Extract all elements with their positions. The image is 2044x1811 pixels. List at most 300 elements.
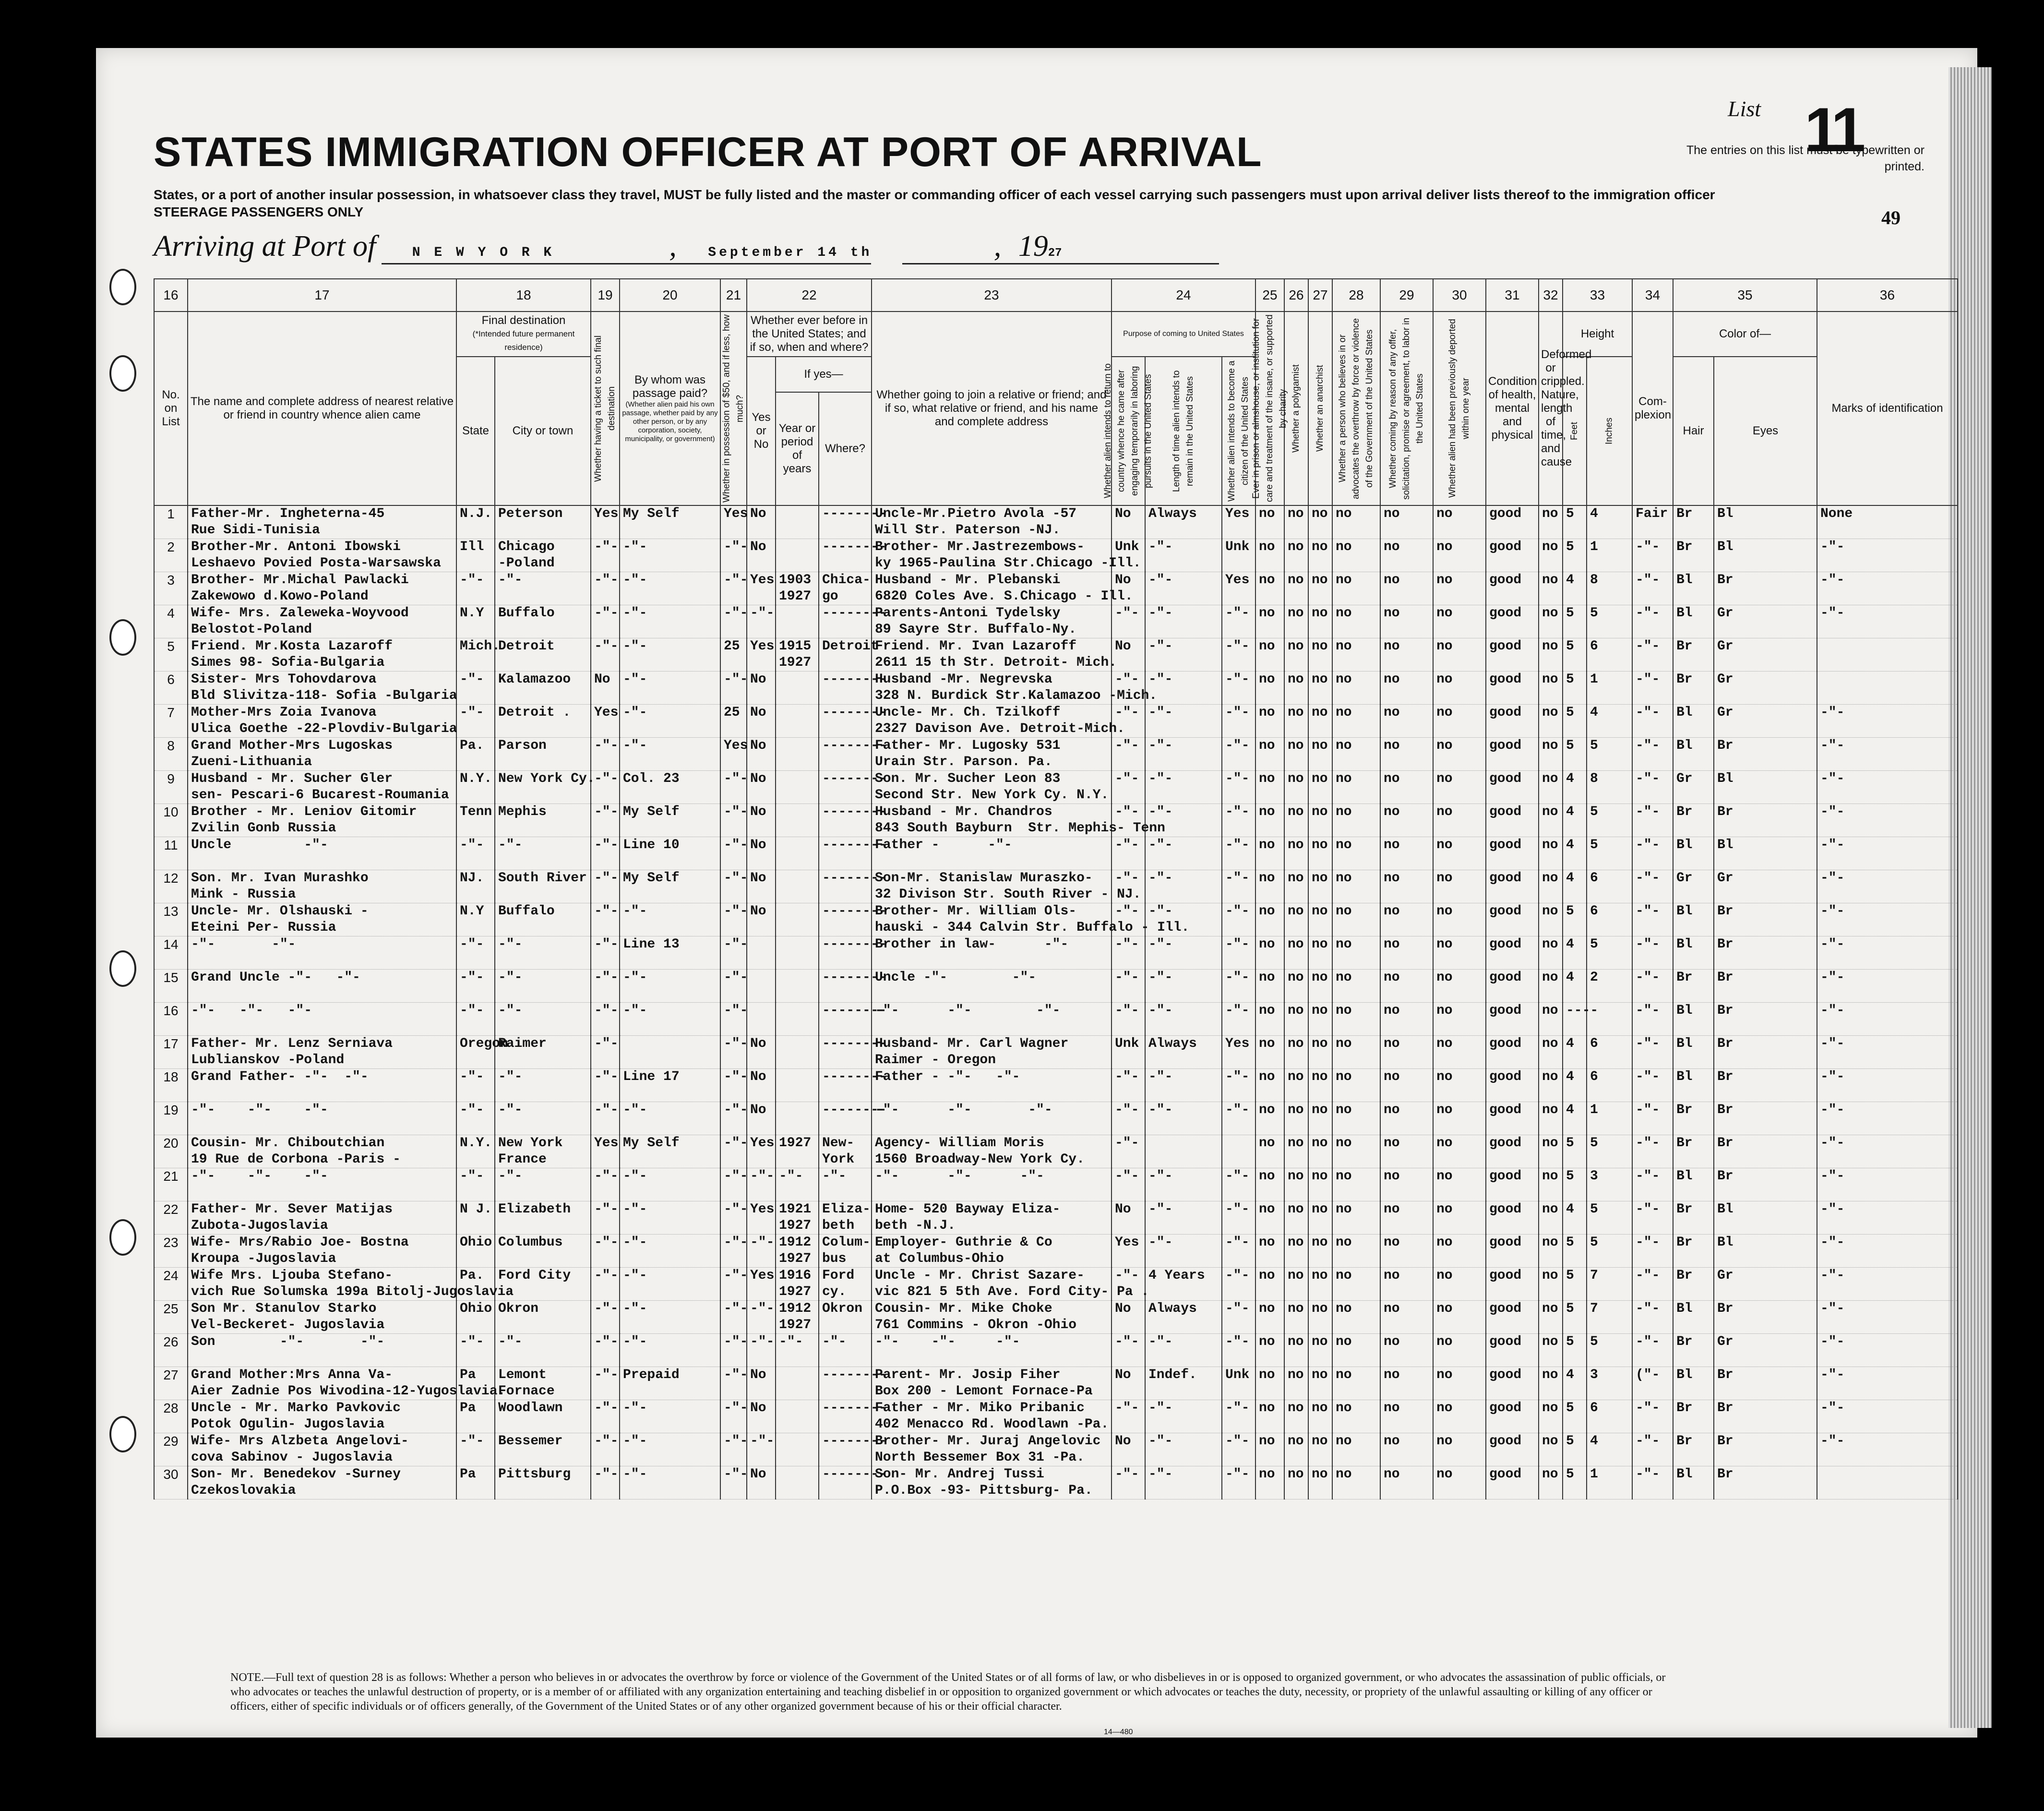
- condition-cell: good: [1486, 970, 1539, 1003]
- citizen-cell: -"-: [1222, 903, 1255, 936]
- condition-cell: good: [1486, 1301, 1539, 1334]
- prison-cell: no: [1255, 1168, 1284, 1201]
- relative-cell: Wife- Mrs/Rabio Joe- Bostna Kroupa -Jugoslavia: [188, 1235, 456, 1268]
- q28-cell: no: [1332, 1400, 1380, 1433]
- joining-cell: Son-Mr. Stanislaw Muraszko- 32 Divison Str. South River - NJ.: [872, 870, 1112, 903]
- condition-cell: good: [1486, 903, 1539, 936]
- manifest-rows: [154, 505, 1958, 1499]
- ticket-cell: -"-: [591, 1400, 620, 1433]
- joining-cell: Friend. Mr. Ivan Lazaroff 2611 15 th Str. Detroit- Mich.: [872, 638, 1112, 672]
- deformed-cell: no: [1539, 1367, 1563, 1400]
- polygamist-cell: no: [1284, 705, 1308, 738]
- hair-cell: Bl: [1673, 1367, 1714, 1400]
- deformed-cell: no: [1539, 1201, 1563, 1235]
- before-cell: -"-: [747, 1334, 776, 1367]
- deported-cell: no: [1433, 605, 1486, 638]
- q29-cell: no: [1380, 1069, 1433, 1102]
- years-cell: [776, 505, 819, 539]
- years-cell: [776, 539, 819, 572]
- q28-cell: no: [1332, 1301, 1380, 1334]
- before-cell: Yes: [747, 638, 776, 672]
- passage-cell: -"-: [620, 1301, 720, 1334]
- deformed-cell: no: [1539, 1400, 1563, 1433]
- hair-cell: Bl: [1673, 1036, 1714, 1069]
- money-cell: -"-: [720, 1466, 747, 1499]
- table-row: [154, 1400, 1958, 1433]
- joining-cell: Parent- Mr. Josip Fiher Box 200 - Lemont Fornace-Pa: [872, 1367, 1112, 1400]
- years-cell: 1915 1927: [776, 638, 819, 672]
- col-num: 23: [872, 279, 1112, 312]
- length-cell: -"-: [1145, 572, 1222, 605]
- hair-cell: Br: [1673, 505, 1714, 539]
- relative-cell: Son -"- -"-: [188, 1334, 456, 1367]
- passage-cell: -"-: [620, 672, 720, 705]
- passage-cell: Line 13: [620, 936, 720, 970]
- anarchist-cell: no: [1308, 638, 1332, 672]
- money-cell: -"-: [720, 1003, 747, 1036]
- joining-cell: Agency- William Moris 1560 Broadway-New York Cy.: [872, 1135, 1112, 1168]
- deported-cell: no: [1433, 903, 1486, 936]
- before-cell: No: [747, 1367, 776, 1400]
- prison-cell: no: [1255, 638, 1284, 672]
- polygamist-cell: no: [1284, 903, 1308, 936]
- q28-cell: no: [1332, 1334, 1380, 1367]
- prison-cell: no: [1255, 804, 1284, 837]
- before-cell: [747, 1003, 776, 1036]
- where-cell: --------: [819, 672, 872, 705]
- header-color-of: Color of—: [1673, 312, 1817, 357]
- header-q28: Whether a person who believes in or advocates the overthrow by force or violence of the Government of the United States: [1332, 312, 1380, 505]
- header-deformed: Deformed or crippled. Nature, length of time, and cause: [1539, 312, 1563, 505]
- state-cell: Ohio: [456, 1301, 495, 1334]
- where-cell: --------: [819, 837, 872, 870]
- purpose-cell: -"-: [1112, 1466, 1145, 1499]
- purpose-cell: Unk: [1112, 1036, 1145, 1069]
- feet-cell: 4: [1563, 771, 1587, 804]
- joining-cell: -"- -"- -"-: [872, 1168, 1112, 1201]
- q29-cell: no: [1380, 771, 1433, 804]
- length-cell: -"-: [1145, 1102, 1222, 1135]
- inches-cell: 1: [1587, 672, 1632, 705]
- row-number: 12: [154, 870, 188, 903]
- eyes-cell: Gr: [1714, 1268, 1817, 1301]
- complexion-cell: -"-: [1632, 1201, 1673, 1235]
- state-cell: -"-: [456, 1003, 495, 1036]
- inches-cell: 5: [1587, 1235, 1632, 1268]
- purpose-cell: No: [1112, 1367, 1145, 1400]
- anarchist-cell: no: [1308, 936, 1332, 970]
- length-cell: [1145, 1135, 1222, 1168]
- passage-cell: -"-: [620, 738, 720, 771]
- polygamist-cell: no: [1284, 1102, 1308, 1135]
- list-label: List: [1728, 96, 1761, 121]
- condition-cell: good: [1486, 505, 1539, 539]
- deported-cell: no: [1433, 1334, 1486, 1367]
- citizen-cell: -"-: [1222, 936, 1255, 970]
- polygamist-cell: no: [1284, 738, 1308, 771]
- polygamist-cell: no: [1284, 870, 1308, 903]
- state-cell: N J.: [456, 1201, 495, 1235]
- hair-cell: Br: [1673, 1235, 1714, 1268]
- col-num: 34: [1632, 279, 1673, 312]
- purpose-cell: -"-: [1112, 1168, 1145, 1201]
- eyes-cell: Gr: [1714, 870, 1817, 903]
- before-cell: No: [747, 539, 776, 572]
- joining-cell: Home- 520 Bayway Eliza- beth -N.J.: [872, 1201, 1112, 1235]
- row-number: 21: [154, 1168, 188, 1201]
- anarchist-cell: no: [1308, 804, 1332, 837]
- length-cell: -"-: [1145, 1168, 1222, 1201]
- anarchist-cell: no: [1308, 1036, 1332, 1069]
- arrival-line: Arriving at Port of N E W Y O R K , September 14 th , 1927: [154, 230, 1062, 263]
- money-cell: -"-: [720, 1069, 747, 1102]
- polygamist-cell: no: [1284, 672, 1308, 705]
- prison-cell: no: [1255, 1433, 1284, 1466]
- before-cell: No: [747, 1400, 776, 1433]
- polygamist-cell: no: [1284, 1235, 1308, 1268]
- ticket-cell: -"-: [591, 1301, 620, 1334]
- feet-cell: 4: [1563, 837, 1587, 870]
- state-cell: Mich.: [456, 638, 495, 672]
- deported-cell: no: [1433, 1367, 1486, 1400]
- purpose-cell: -"-: [1112, 1003, 1145, 1036]
- years-cell: [776, 1069, 819, 1102]
- complexion-cell: -"-: [1632, 1003, 1673, 1036]
- condition-cell: good: [1486, 1433, 1539, 1466]
- purpose-cell: -"-: [1112, 605, 1145, 638]
- header-before-us: Whether ever before in the United States; and if so, when and where?: [747, 312, 872, 357]
- hair-cell: Gr: [1673, 870, 1714, 903]
- ticket-cell: -"-: [591, 970, 620, 1003]
- citizen-cell: -"-: [1222, 837, 1255, 870]
- where-cell: --------: [819, 1367, 872, 1400]
- polygamist-cell: no: [1284, 1069, 1308, 1102]
- joining-cell: Brother in law- -"-: [872, 936, 1112, 970]
- feet-cell: 5: [1563, 903, 1587, 936]
- where-cell: --------: [819, 870, 872, 903]
- q29-cell: no: [1380, 837, 1433, 870]
- row-number: 23: [154, 1235, 188, 1268]
- citizen-cell: -"-: [1222, 870, 1255, 903]
- q29-cell: no: [1380, 539, 1433, 572]
- inches-cell: 2: [1587, 970, 1632, 1003]
- condition-cell: good: [1486, 738, 1539, 771]
- row-number: 27: [154, 1367, 188, 1400]
- prison-cell: no: [1255, 1003, 1284, 1036]
- city-cell: Buffalo: [495, 605, 591, 638]
- table-row: [154, 705, 1958, 738]
- before-cell: No: [747, 1466, 776, 1499]
- q28-cell: no: [1332, 605, 1380, 638]
- deformed-cell: no: [1539, 572, 1563, 605]
- header-citizen: Whether alien intends to become a citizen of the United States: [1222, 357, 1255, 505]
- marks-cell: -"-: [1817, 1036, 1958, 1069]
- money-cell: Yes: [720, 505, 747, 539]
- ticket-cell: -"-: [591, 903, 620, 936]
- marks-cell: -"-: [1817, 1301, 1958, 1334]
- form-code: 14—480: [1104, 1728, 1133, 1736]
- anarchist-cell: no: [1308, 1367, 1332, 1400]
- money-cell: -"-: [720, 605, 747, 638]
- deformed-cell: no: [1539, 638, 1563, 672]
- year-suffix: 27: [1048, 247, 1062, 260]
- length-cell: -"-: [1145, 936, 1222, 970]
- before-cell: No: [747, 738, 776, 771]
- joining-cell: Husband -Mr. Negrevska 328 N. Burdick Str.Kalamazoo -Mich.: [872, 672, 1112, 705]
- q28-cell: no: [1332, 837, 1380, 870]
- feet-cell: 5: [1563, 638, 1587, 672]
- marks-cell: -"-: [1817, 1168, 1958, 1201]
- state-cell: N.Y.: [456, 1135, 495, 1168]
- deported-cell: no: [1433, 804, 1486, 837]
- money-cell: -"-: [720, 1135, 747, 1168]
- q29-cell: no: [1380, 1301, 1433, 1334]
- condition-cell: good: [1486, 1069, 1539, 1102]
- header-where: Where?: [819, 392, 872, 505]
- q28-cell: no: [1332, 936, 1380, 970]
- header-deported: Whether alien had been previously deported within one year: [1433, 312, 1486, 505]
- inches-cell: 8: [1587, 572, 1632, 605]
- years-cell: [776, 1433, 819, 1466]
- deported-cell: no: [1433, 936, 1486, 970]
- anarchist-cell: no: [1308, 970, 1332, 1003]
- q29-cell: no: [1380, 738, 1433, 771]
- col-num: 27: [1308, 279, 1332, 312]
- inches-cell: 5: [1587, 738, 1632, 771]
- header-prison: Ever in prison or almshouse, or institution for care and treatment of the insane, or supported by charity: [1255, 312, 1284, 505]
- purpose-cell: -"-: [1112, 903, 1145, 936]
- row-number: 15: [154, 970, 188, 1003]
- complexion-cell: -"-: [1632, 705, 1673, 738]
- intro-text: [154, 186, 1715, 221]
- citizen-cell: Yes: [1222, 572, 1255, 605]
- marks-cell: -"-: [1817, 804, 1958, 837]
- inches-cell: 5: [1587, 936, 1632, 970]
- joining-cell: Cousin- Mr. Mike Choke 761 Commins - Okron -Ohio: [872, 1301, 1112, 1334]
- feet-cell: 4: [1563, 936, 1587, 970]
- table-row: [154, 903, 1958, 936]
- marks-cell: -"-: [1817, 738, 1958, 771]
- marks-cell: [1817, 1466, 1958, 1499]
- relative-cell: -"- -"- -"-: [188, 1102, 456, 1135]
- complexion-cell: -"-: [1632, 1433, 1673, 1466]
- q28-cell: no: [1332, 572, 1380, 605]
- table-row: [154, 1367, 1958, 1400]
- years-cell: [776, 970, 819, 1003]
- length-cell: -"-: [1145, 1069, 1222, 1102]
- years-cell: [776, 605, 819, 638]
- condition-cell: good: [1486, 572, 1539, 605]
- state-cell: -"-: [456, 936, 495, 970]
- complexion-cell: -"-: [1632, 870, 1673, 903]
- deported-cell: no: [1433, 705, 1486, 738]
- prison-cell: no: [1255, 970, 1284, 1003]
- row-number: 3: [154, 572, 188, 605]
- q29-cell: no: [1380, 970, 1433, 1003]
- table-row: [154, 1466, 1958, 1499]
- money-cell: -"-: [720, 804, 747, 837]
- complexion-cell: -"-: [1632, 1102, 1673, 1135]
- money-cell: -"-: [720, 1268, 747, 1301]
- row-number: 6: [154, 672, 188, 705]
- q28-cell: no: [1332, 1003, 1380, 1036]
- table-row: [154, 1135, 1958, 1168]
- marks-cell: -"-: [1817, 1400, 1958, 1433]
- q28-cell: no: [1332, 539, 1380, 572]
- prison-cell: no: [1255, 738, 1284, 771]
- relative-cell: Sister- Mrs Tohovdarova Bld Slivitza-118- Sofia -Bulgaria: [188, 672, 456, 705]
- complexion-cell: ("-: [1632, 1367, 1673, 1400]
- eyes-cell: Bl: [1714, 1201, 1817, 1235]
- years-cell: -"-: [776, 1334, 819, 1367]
- marks-cell: -"-: [1817, 539, 1958, 572]
- anarchist-cell: no: [1308, 903, 1332, 936]
- condition-cell: good: [1486, 1003, 1539, 1036]
- state-cell: -"-: [456, 1102, 495, 1135]
- col-num: 22: [747, 279, 872, 312]
- q28-cell: no: [1332, 1135, 1380, 1168]
- length-cell: -"-: [1145, 638, 1222, 672]
- eyes-cell: Br: [1714, 572, 1817, 605]
- inches-cell: 7: [1587, 1268, 1632, 1301]
- table-row: [154, 1235, 1958, 1268]
- money-cell: -"-: [720, 771, 747, 804]
- header-no-on-list: No. on List: [154, 312, 188, 505]
- marks-cell: -"-: [1817, 1135, 1958, 1168]
- relative-cell: Son- Mr. Benedekov -Surney Czekoslovakia: [188, 1466, 456, 1499]
- anarchist-cell: no: [1308, 1334, 1332, 1367]
- citizen-cell: -"-: [1222, 672, 1255, 705]
- complexion-cell: -"-: [1632, 638, 1673, 672]
- where-cell: --------: [819, 1466, 872, 1499]
- marks-cell: -"-: [1817, 870, 1958, 903]
- joining-cell: Husband - Mr. Chandros 843 South Bayburn Str. Mephis- Tenn: [872, 804, 1112, 837]
- table-row: [154, 804, 1958, 837]
- header-inches: Inches: [1587, 357, 1632, 505]
- citizen-cell: -"-: [1222, 638, 1255, 672]
- feet-cell: 4: [1563, 1036, 1587, 1069]
- citizen-cell: Yes: [1222, 505, 1255, 539]
- before-cell: [747, 936, 776, 970]
- state-cell: Pa: [456, 1400, 495, 1433]
- polygamist-cell: no: [1284, 970, 1308, 1003]
- header-purpose: Purpose of coming to United States: [1112, 312, 1255, 357]
- ticket-cell: -"-: [591, 1102, 620, 1135]
- prison-cell: no: [1255, 505, 1284, 539]
- city-cell: Okron: [495, 1301, 591, 1334]
- feet-cell: 5: [1563, 505, 1587, 539]
- eyes-cell: Br: [1714, 1003, 1817, 1036]
- money-cell: -"-: [720, 672, 747, 705]
- anarchist-cell: no: [1308, 1400, 1332, 1433]
- money-cell: -"-: [720, 837, 747, 870]
- money-cell: -"-: [720, 539, 747, 572]
- q29-cell: no: [1380, 1268, 1433, 1301]
- deported-cell: no: [1433, 771, 1486, 804]
- citizen-cell: -"-: [1222, 1301, 1255, 1334]
- joining-cell: Brother- Mr.Jastrezembows- ky 1965-Paulina Str.Chicago -Ill.: [872, 539, 1112, 572]
- joining-cell: Parents-Antoni Tydelsky 89 Sayre Str. Buffalo-Ny.: [872, 605, 1112, 638]
- complexion-cell: -"-: [1632, 1168, 1673, 1201]
- col-num: 16: [154, 279, 188, 312]
- complexion-cell: -"-: [1632, 672, 1673, 705]
- header-state: State: [456, 357, 495, 505]
- q29-cell: no: [1380, 804, 1433, 837]
- table-row: [154, 539, 1958, 572]
- deported-cell: no: [1433, 1433, 1486, 1466]
- polygamist-cell: no: [1284, 1400, 1308, 1433]
- row-number: 10: [154, 804, 188, 837]
- inches-cell: 7: [1587, 1301, 1632, 1334]
- table-row: [154, 1168, 1958, 1201]
- prison-cell: no: [1255, 1235, 1284, 1268]
- purpose-cell: -"-: [1112, 1069, 1145, 1102]
- passage-cell: -"-: [620, 970, 720, 1003]
- inches-cell: 4: [1587, 705, 1632, 738]
- state-cell: -"-: [456, 1334, 495, 1367]
- city-cell: Pittsburg: [495, 1466, 591, 1499]
- money-cell: -"-: [720, 1201, 747, 1235]
- eyes-cell: Br: [1714, 1168, 1817, 1201]
- prison-cell: no: [1255, 1367, 1284, 1400]
- where-cell: --------: [819, 1036, 872, 1069]
- row-number: 2: [154, 539, 188, 572]
- years-cell: 1912 1927: [776, 1301, 819, 1334]
- city-cell: Lemont Fornace: [495, 1367, 591, 1400]
- eyes-cell: Br: [1714, 738, 1817, 771]
- deformed-cell: no: [1539, 1036, 1563, 1069]
- header-q29: Whether coming by reason of any offer, solicitation, promise or agreement, to labor in the United States: [1380, 312, 1433, 505]
- q28-cell: no: [1332, 1102, 1380, 1135]
- citizen-cell: -"-: [1222, 804, 1255, 837]
- state-cell: Pa: [456, 1466, 495, 1499]
- ticket-cell: -"-: [591, 1069, 620, 1102]
- deported-cell: no: [1433, 1201, 1486, 1235]
- state-cell: N.J.: [456, 505, 495, 539]
- relative-cell: Grand Uncle -"- -"-: [188, 970, 456, 1003]
- entries-note: The entries on this list must be typewritten or printed.: [1686, 144, 1924, 173]
- passage-cell: -"-: [620, 903, 720, 936]
- deported-cell: no: [1433, 1400, 1486, 1433]
- length-cell: 4 Years: [1145, 1268, 1222, 1301]
- purpose-cell: No: [1112, 638, 1145, 672]
- joining-cell: Son. Mr. Sucher Leon 83 Second Str. New York Cy. N.Y.: [872, 771, 1112, 804]
- years-cell: [776, 1102, 819, 1135]
- marks-cell: -"-: [1817, 1003, 1958, 1036]
- purpose-cell: -"-: [1112, 1334, 1145, 1367]
- relative-cell: Father- Mr. Sever Matijas Zubota-Jugoslavia: [188, 1201, 456, 1235]
- header-year-period: Year or period of years: [776, 392, 819, 505]
- header-joining: Whether going to join a relative or friend; and if so, what relative or friend, and his name and complete address: [872, 312, 1112, 505]
- city-cell: Peterson: [495, 505, 591, 539]
- q29-cell: no: [1380, 705, 1433, 738]
- relative-cell: Son Mr. Stanulov Starko Vel-Beckeret- Jugoslavia: [188, 1301, 456, 1334]
- hair-cell: Br: [1673, 970, 1714, 1003]
- deported-cell: no: [1433, 638, 1486, 672]
- hair-cell: Br: [1673, 1268, 1714, 1301]
- where-cell: --------: [819, 1003, 872, 1036]
- money-cell: -"-: [720, 1168, 747, 1201]
- col-num: 18: [456, 279, 591, 312]
- marks-cell: -"-: [1817, 1201, 1958, 1235]
- city-cell: Detroit: [495, 638, 591, 672]
- deported-cell: no: [1433, 672, 1486, 705]
- row-number: 19: [154, 1102, 188, 1135]
- before-cell: No: [747, 837, 776, 870]
- citizen-cell: -"-: [1222, 738, 1255, 771]
- joining-cell: Father - Mr. Miko Pribanic 402 Menacco Rd. Woodlawn -Pa.: [872, 1400, 1112, 1433]
- table-row: [154, 1334, 1958, 1367]
